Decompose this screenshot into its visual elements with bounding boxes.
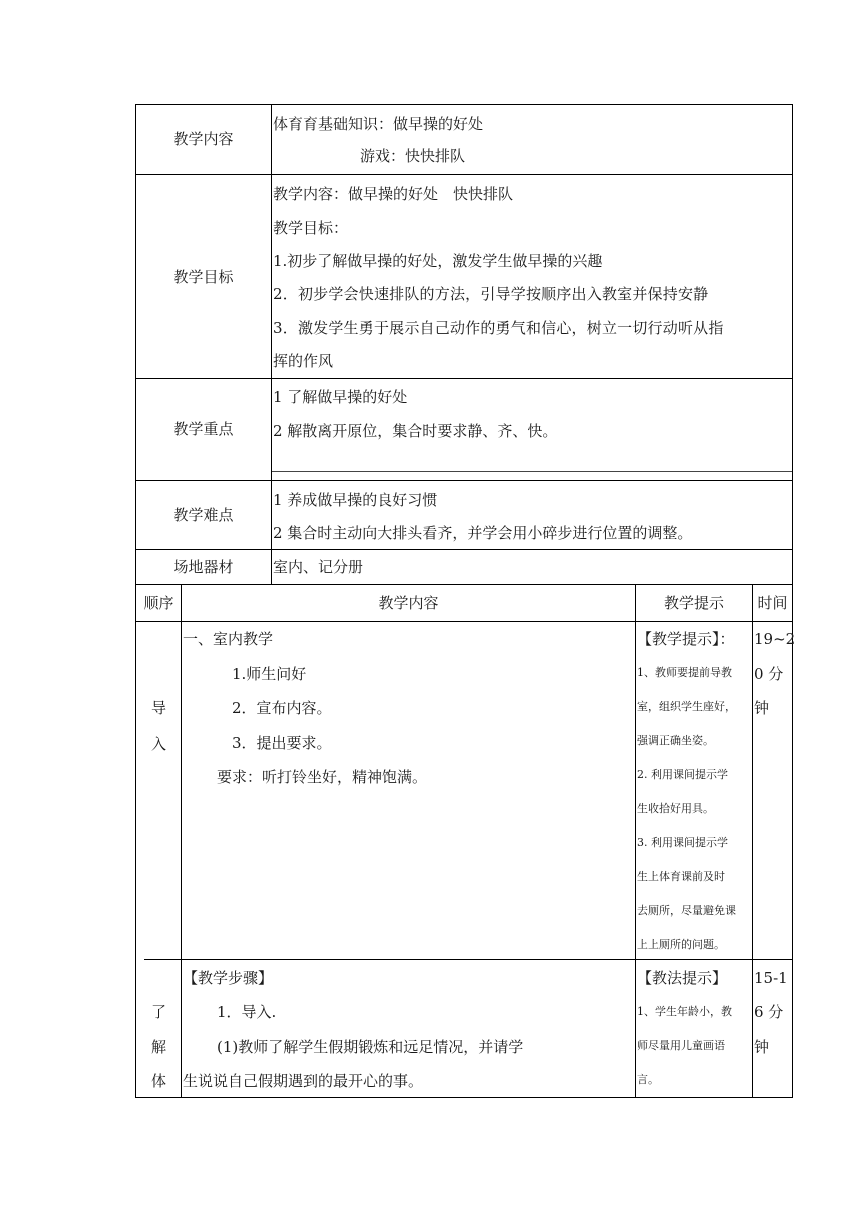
section1-tip-line: 2. 利用课间提示学 <box>637 768 728 781</box>
content-line-1: 体育育基础知识：做早操的好处 <box>273 115 484 133</box>
section2-order-char: 了 <box>150 1003 166 1021</box>
section2-order-char: 解 <box>150 1038 166 1056</box>
section2-content-line: 生说说自己假期遇到的最开心的事。 <box>183 1072 424 1090</box>
section1-content-line: 3．提出要求。 <box>232 734 332 752</box>
section2-content-line: 【教学步骤】 <box>183 969 274 987</box>
goals-line: 2．初步学会快速排队的方法，引导学按顺序出入教室并保持安静 <box>273 285 709 303</box>
section1-tips-title: 【教学提示】： <box>637 630 735 648</box>
section2-content-line: 1．导入. <box>217 1003 277 1021</box>
section1-tip-line: 上上厕所的问题。 <box>637 938 725 951</box>
section2-time-line: 钟 <box>754 1038 770 1056</box>
goals-line: 教学内容：做早操的好处 快快排队 <box>273 185 514 203</box>
section1-content-line: 一、室内教学 <box>183 630 274 648</box>
goals-line: 教学目标： <box>273 219 349 237</box>
section2-content-line: (1)教师了解学生假期锻炼和远足情况，并请学 <box>217 1038 524 1056</box>
venue-value: 室内、记分册 <box>273 558 364 576</box>
content-line-2: 游戏：快快排队 <box>360 147 466 165</box>
section1-tip-line: 强调正确坐姿。 <box>637 734 714 747</box>
goals-line: 1.初步了解做早操的好处，激发学生做早操的兴趣 <box>273 252 603 270</box>
section1-order-char: 入 <box>150 735 166 753</box>
section2-tip-line: 言。 <box>637 1073 659 1086</box>
section1-tip-line: 生收拾好用具。 <box>637 802 714 815</box>
section2-time-line: 6 分 <box>754 1003 784 1021</box>
section1-tip-line: 3. 利用课间提示学 <box>637 836 728 849</box>
section2-tips-title: 【教法提示】 <box>637 969 728 987</box>
header-order: 顺序 <box>143 594 174 612</box>
section2-time-line: 15-1 <box>754 969 788 987</box>
difficulty-line: 2 集合时主动向大排头看齐，并学会用小碎步进行位置的调整。 <box>273 524 693 542</box>
difficulty-line: 1 养成做早操的良好习惯 <box>273 491 438 509</box>
section2-tip-line: 1、学生年龄小，教 <box>637 1005 732 1018</box>
section1-tip-line: 去厕所，尽量避免课 <box>637 904 736 917</box>
header-content: 教学内容 <box>378 594 439 612</box>
header-tips: 教学提示 <box>663 594 724 612</box>
section1-order-char: 导 <box>150 699 166 717</box>
section2-tip-line: 师尽量用儿童画语 <box>637 1039 725 1052</box>
header-time: 时间 <box>757 594 788 612</box>
section1-time-line: 0 分 <box>754 665 784 683</box>
venue-label: 场地器材 <box>173 558 234 576</box>
goals-label: 教学目标 <box>173 268 234 286</box>
section1-time-line: 19~2 <box>754 630 796 648</box>
goals-line: 3．激发学生勇于展示自己动作的勇气和信心，树立一切行动听从指 <box>273 319 724 337</box>
content-label: 教学内容 <box>173 130 234 148</box>
section1-content-line: 1.师生问好 <box>232 665 307 683</box>
key-point-line: 2 解散离开原位，集合时要求静、齐、快。 <box>273 422 558 440</box>
section1-tip-line: 室，组织学生座好， <box>637 700 736 713</box>
section1-tip-line: 1、教师要提前导教 <box>637 666 732 679</box>
section1-content-line: 要求：听打铃坐好，精神饱满。 <box>217 768 428 786</box>
section1-time-line: 钟 <box>754 699 770 717</box>
section1-tip-line: 生上体育课前及时 <box>637 870 725 883</box>
difficulties-label: 教学难点 <box>173 506 234 524</box>
goals-line: 挥的作风 <box>273 352 334 370</box>
section1-content-line: 2．宣布内容。 <box>232 699 332 717</box>
key-points-label: 教学重点 <box>173 420 234 438</box>
key-point-line: 1 了解做早操的好处 <box>273 388 408 406</box>
section2-order-char: 体 <box>150 1072 166 1090</box>
